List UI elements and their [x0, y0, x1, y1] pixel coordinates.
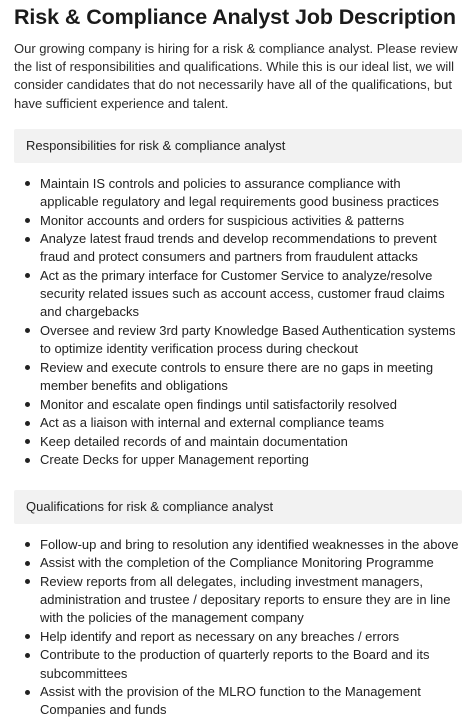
- list-item: [14, 536, 462, 554]
- bullet-icon: [25, 690, 30, 695]
- bullet-icon: [25, 402, 30, 407]
- responsibilities-list: [14, 175, 462, 470]
- list-item-text: Analyze latest fraud trends and develop recommendations to prevent fraud and protect consumers and partners from fraudulent attacks: [40, 231, 437, 265]
- list-item: [14, 359, 462, 395]
- bullet-icon: [25, 439, 30, 444]
- bullet-icon: [25, 421, 30, 426]
- bullet-icon: [25, 653, 30, 658]
- bullet-icon: [25, 365, 30, 370]
- qualifications-header: Qualifications for risk & compliance analyst: [14, 490, 462, 524]
- list-item-text: Act as the primary interface for Customer Service to analyze/resolve security related issues such as account access, customer fraud claims and chargebacks: [40, 268, 445, 320]
- list-item: [14, 322, 462, 358]
- bullet-icon: [25, 237, 30, 242]
- list-item-text: Create Decks for upper Management reporting: [40, 452, 309, 468]
- list-item-text: Follow-up and bring to resolution any identified weaknesses in the above: [40, 536, 459, 552]
- list-item-text: Maintain IS controls and policies to assurance compliance with applicable regulatory and legal requirements good business practices: [40, 175, 439, 210]
- list-item: [14, 433, 462, 451]
- bullet-icon: [25, 579, 30, 584]
- list-item-text: Review and execute controls to ensure there are no gaps in meeting member benefits and obligations: [40, 359, 434, 393]
- page-title: Risk & Compliance Analyst Job Description: [14, 5, 456, 29]
- list-item-text: Monitor and escalate open findings until satisfactorily resolved: [40, 396, 397, 412]
- list-item: [14, 451, 462, 469]
- bullet-icon: [25, 328, 30, 333]
- bullet-icon: [25, 218, 30, 223]
- qualifications-list: [14, 536, 462, 720]
- list-item: [14, 554, 462, 572]
- list-item-text: Assist with the completion of the Compliance Monitoring Programme: [40, 555, 434, 571]
- responsibilities-header: Responsibilities for risk & compliance analyst: [14, 129, 462, 163]
- list-item: [14, 414, 462, 432]
- list-item-text: Monitor accounts and orders for suspicious activities & patterns: [40, 212, 405, 228]
- bullet-icon: [25, 273, 30, 278]
- list-item-text: Assist with the provision of the MLRO function to the Management Companies and funds: [40, 684, 421, 718]
- list-item: [14, 628, 462, 646]
- bullet-icon: [25, 542, 30, 547]
- list-item: [14, 396, 462, 414]
- list-item: [14, 212, 462, 230]
- list-item-text: Keep detailed records of and maintain documentation: [40, 433, 348, 449]
- list-item-text: Oversee and review 3rd party Knowledge Based Authentication systems to optimize identity verification process during checkout: [40, 323, 456, 357]
- list-item: [14, 267, 462, 322]
- list-item-text: Act as a liaison with internal and external compliance teams: [40, 415, 384, 431]
- bullet-icon: [25, 634, 30, 639]
- intro-paragraph: Our growing company is hiring for a risk & compliance analyst. Please review the list of responsibilities and qualifications. While this is our ideal list, we will consider candidates that do not necessarily have all of the qualifications, but have sufficient experience and talent.: [14, 41, 458, 111]
- list-item: [14, 230, 462, 266]
- list-item-text: Contribute to the production of quarterly reports to the Board and its subcommittees: [40, 647, 430, 681]
- list-item: [14, 175, 462, 211]
- list-item: [14, 646, 462, 682]
- list-item: [14, 573, 462, 628]
- list-item: [14, 683, 462, 719]
- bullet-icon: [25, 181, 30, 186]
- bullet-icon: [25, 561, 30, 566]
- bullet-icon: [25, 458, 30, 463]
- list-item-text: Help identify and report as necessary on any breaches / errors: [40, 628, 400, 644]
- list-item-text: Review reports from all delegates, including investment managers, administration and trustee / depositary reports to ensure they are in line with the policies of the management company: [40, 573, 451, 626]
